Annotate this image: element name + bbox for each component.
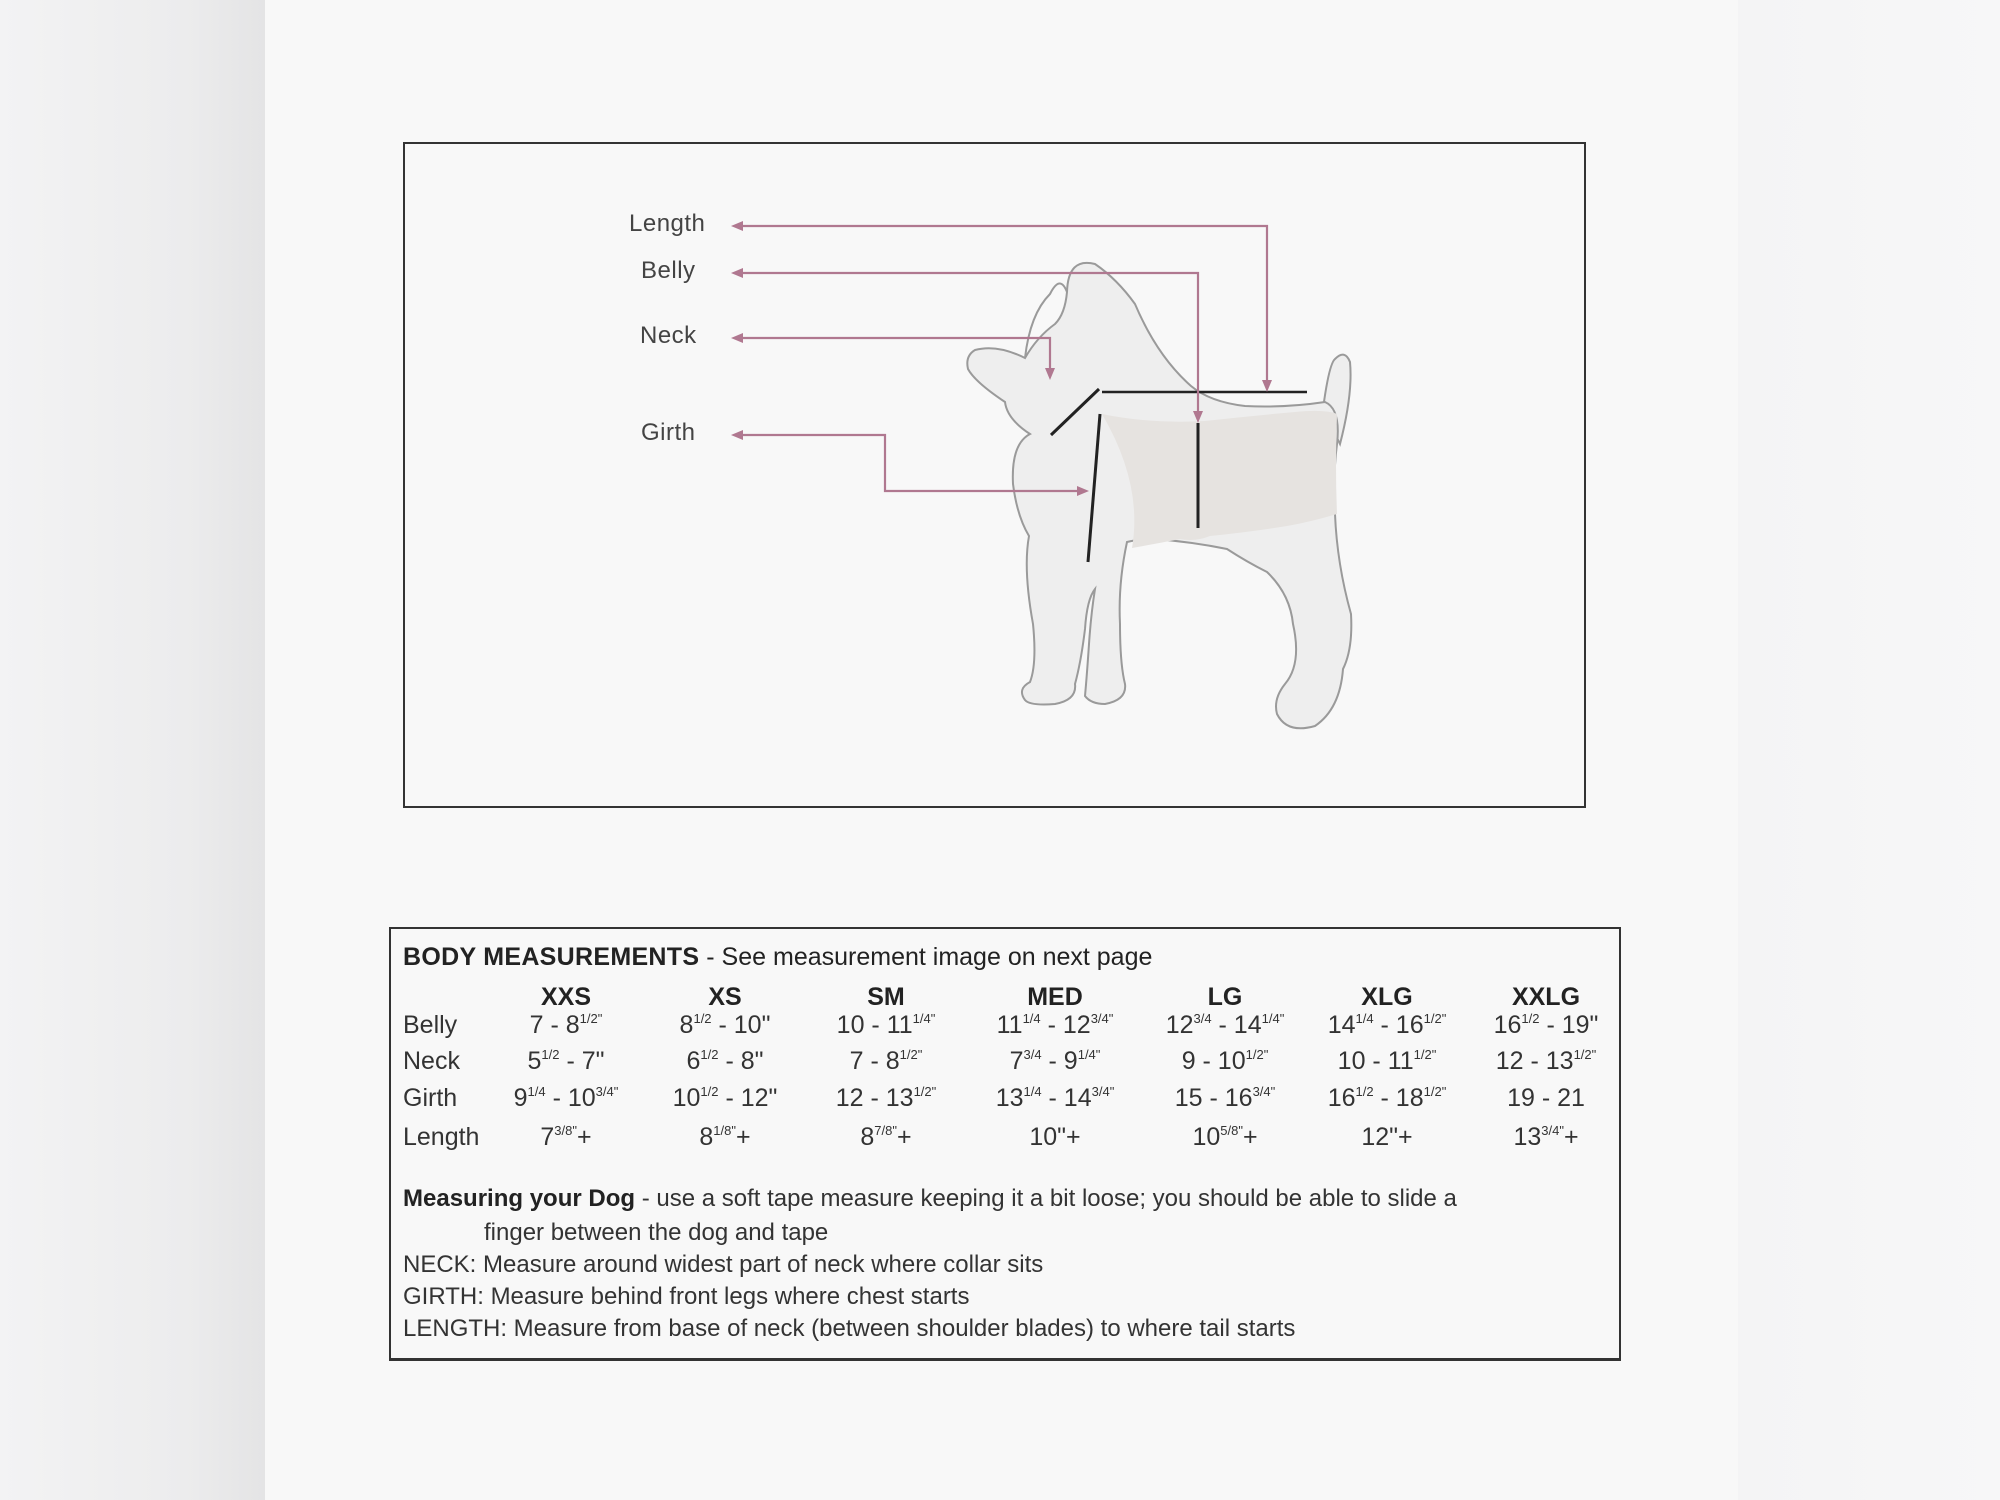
- cell-text: 8: [860, 1123, 875, 1151]
- cell-text: 12: [1165, 1011, 1194, 1039]
- measurement-table: [389, 927, 1621, 1361]
- background-left: [0, 0, 265, 1500]
- cell-text: 10"+: [1029, 1123, 1081, 1151]
- fraction-superscript: 1/2": [899, 1047, 923, 1062]
- size-header-sm: SM: [867, 983, 905, 1011]
- cell-belly-lg: [1166, 1011, 1285, 1040]
- cell-text: 7 - 8: [849, 1047, 900, 1075]
- belly-label: Belly: [641, 257, 696, 284]
- fraction-superscript: 1/4": [912, 1011, 936, 1026]
- table-title-rest: - See measurement image on next page: [699, 943, 1153, 971]
- cell-length-xlg: [1361, 1123, 1412, 1152]
- cell-text: - 9: [1041, 1047, 1078, 1075]
- fraction-superscript: 1/4: [1355, 1011, 1374, 1026]
- cell-length-lg: [1192, 1123, 1257, 1152]
- cell-text: 12"+: [1361, 1123, 1413, 1151]
- fraction-superscript: 1/4: [1023, 1084, 1042, 1099]
- fraction-superscript: 1/2": [1423, 1011, 1447, 1026]
- row-label-neck: Neck: [403, 1047, 460, 1075]
- cell-neck-lg: [1182, 1047, 1269, 1076]
- fraction-superscript: 3/4": [1541, 1123, 1564, 1138]
- measuring-note-text: - use a soft tape measure keeping it a bit loose; you should be able to slide a: [635, 1185, 1457, 1212]
- cell-text: 12 - 13: [835, 1084, 914, 1112]
- cell-text: 13: [1513, 1123, 1542, 1151]
- cell-length-sm: [860, 1123, 911, 1152]
- cell-text: - 12: [1040, 1011, 1091, 1039]
- fraction-superscript: 1/4": [1261, 1011, 1285, 1026]
- fraction-superscript: 5/8": [1220, 1123, 1243, 1138]
- cell-neck-med: [1010, 1047, 1101, 1076]
- cell-belly-xlg: [1328, 1011, 1447, 1040]
- cell-text: 10 - 11: [1337, 1047, 1414, 1075]
- row-label-girth: Girth: [403, 1084, 458, 1112]
- background-right: [1738, 0, 2000, 1500]
- cell-neck-xxs: [528, 1047, 605, 1076]
- cell-text: - 10": [711, 1011, 771, 1039]
- cell-text: +: [1563, 1123, 1579, 1151]
- cell-text: - 19": [1539, 1011, 1599, 1039]
- cell-text: 16: [1493, 1011, 1522, 1039]
- cell-text: +: [1242, 1123, 1258, 1151]
- cell-girth-xs: [673, 1084, 778, 1113]
- cell-neck-xlg: [1338, 1047, 1437, 1076]
- cell-belly-xs: [680, 1011, 771, 1040]
- cell-text: 12 - 13: [1495, 1047, 1574, 1075]
- fraction-superscript: 3/4": [1252, 1084, 1276, 1099]
- dog-diagram-frame: [403, 142, 1586, 808]
- size-header-xs: XS: [708, 983, 742, 1011]
- measuring-note-continued: finger between the dog and tape: [484, 1219, 829, 1246]
- size-header-lg: LG: [1207, 983, 1243, 1011]
- fraction-superscript: 3/4": [595, 1084, 619, 1099]
- fraction-superscript: 1/2: [693, 1011, 712, 1026]
- fraction-superscript: 1/2: [1355, 1084, 1374, 1099]
- cell-text: 19 - 21: [1507, 1084, 1585, 1112]
- fraction-superscript: 1/2: [700, 1047, 719, 1062]
- cell-belly-med: [997, 1011, 1114, 1040]
- cell-text: - 10: [545, 1084, 596, 1112]
- cell-text: +: [735, 1123, 751, 1151]
- cell-text: 8: [679, 1011, 694, 1039]
- fraction-superscript: 1/4: [1022, 1011, 1041, 1026]
- fraction-superscript: 1/2: [700, 1084, 719, 1099]
- table-title-bold: BODY MEASUREMENTS: [403, 943, 700, 971]
- cell-neck-xxlg: [1496, 1047, 1597, 1076]
- cell-text: 11: [996, 1011, 1023, 1039]
- fraction-superscript: 3/4": [1091, 1084, 1115, 1099]
- cell-length-xs: [699, 1123, 750, 1152]
- fraction-superscript: 1/2: [1521, 1011, 1540, 1026]
- cell-text: +: [576, 1123, 592, 1151]
- cell-text: 7 - 8: [529, 1011, 580, 1039]
- size-header-xxlg: XXLG: [1511, 983, 1581, 1011]
- cell-text: - 7": [559, 1047, 605, 1075]
- cell-text: 13: [995, 1084, 1024, 1112]
- cell-text: 7: [540, 1123, 555, 1151]
- cell-text: 10: [672, 1084, 701, 1112]
- cell-neck-xs: [687, 1047, 764, 1076]
- cell-girth-med: [996, 1084, 1115, 1113]
- table-title: [403, 943, 1152, 972]
- dog-measurement-illustration: [405, 144, 1588, 810]
- cell-belly-sm: [837, 1011, 936, 1040]
- fraction-superscript: 3/4: [1023, 1047, 1042, 1062]
- cell-belly-xxs: [530, 1011, 603, 1040]
- cell-text: - 16: [1373, 1011, 1424, 1039]
- cell-text: 6: [686, 1047, 701, 1075]
- cell-belly-xxlg: [1494, 1011, 1599, 1040]
- cell-text: +: [896, 1123, 912, 1151]
- fraction-superscript: 3/8": [554, 1123, 577, 1138]
- fraction-superscript: 3/4": [1090, 1011, 1114, 1026]
- fraction-superscript: 1/2": [1245, 1047, 1269, 1062]
- cell-text: - 14: [1211, 1011, 1262, 1039]
- fraction-superscript: 1/2": [579, 1011, 603, 1026]
- fraction-superscript: 1/8": [713, 1123, 736, 1138]
- cell-length-xxlg: [1513, 1123, 1578, 1152]
- size-header-xxs: XXS: [540, 983, 592, 1011]
- cell-girth-lg: [1175, 1084, 1276, 1113]
- fraction-superscript: 1/4": [1077, 1047, 1101, 1062]
- fraction-superscript: 1/2": [1573, 1047, 1597, 1062]
- fraction-superscript: 1/2: [541, 1047, 560, 1062]
- neck-label: Neck: [640, 322, 697, 349]
- neck-note: NECK: Measure around widest part of neck where collar sits: [403, 1251, 1044, 1278]
- cell-girth-sm: [836, 1084, 937, 1113]
- cell-text: - 14: [1041, 1084, 1092, 1112]
- size-header-xlg: XLG: [1361, 983, 1413, 1011]
- cell-text: 8: [699, 1123, 714, 1151]
- cell-length-xxs: [540, 1123, 591, 1152]
- length-label: Length: [629, 210, 706, 237]
- cell-text: 10: [1192, 1123, 1221, 1151]
- cell-text: 5: [527, 1047, 542, 1075]
- cell-girth-xxs: [514, 1084, 619, 1113]
- cell-girth-xxlg: [1507, 1084, 1585, 1113]
- measuring-note: [403, 1185, 1457, 1213]
- cell-text: - 12": [718, 1084, 778, 1112]
- girth-label: Girth: [641, 419, 696, 446]
- cell-text: - 18: [1373, 1084, 1424, 1112]
- cell-text: 9 - 10: [1181, 1047, 1246, 1075]
- cell-text: 9: [513, 1084, 528, 1112]
- fraction-superscript: 1/2": [1423, 1084, 1447, 1099]
- cell-text: - 8": [718, 1047, 764, 1075]
- fraction-superscript: 3/4: [1193, 1011, 1212, 1026]
- cell-text: 15 - 16: [1174, 1084, 1253, 1112]
- length-note: LENGTH: Measure from base of neck (between shoulder blades) to where tail starts: [403, 1315, 1296, 1342]
- row-label-belly: Belly: [403, 1011, 458, 1039]
- cell-girth-xlg: [1328, 1084, 1447, 1113]
- fraction-superscript: 1/2": [1413, 1047, 1437, 1062]
- fraction-superscript: 1/4: [527, 1084, 546, 1099]
- cell-text: 16: [1327, 1084, 1356, 1112]
- cell-neck-sm: [850, 1047, 923, 1076]
- fraction-superscript: 1/2": [913, 1084, 937, 1099]
- row-label-length: Length: [403, 1123, 480, 1151]
- size-header-med: MED: [1027, 983, 1083, 1011]
- cell-text: 14: [1327, 1011, 1356, 1039]
- cell-text: 10 - 11: [836, 1011, 913, 1039]
- cell-text: 7: [1009, 1047, 1024, 1075]
- measuring-note-bold: Measuring your Dog: [403, 1185, 636, 1212]
- girth-note: GIRTH: Measure behind front legs where chest starts: [403, 1283, 970, 1310]
- cell-length-med: [1029, 1123, 1080, 1152]
- fraction-superscript: 7/8": [874, 1123, 897, 1138]
